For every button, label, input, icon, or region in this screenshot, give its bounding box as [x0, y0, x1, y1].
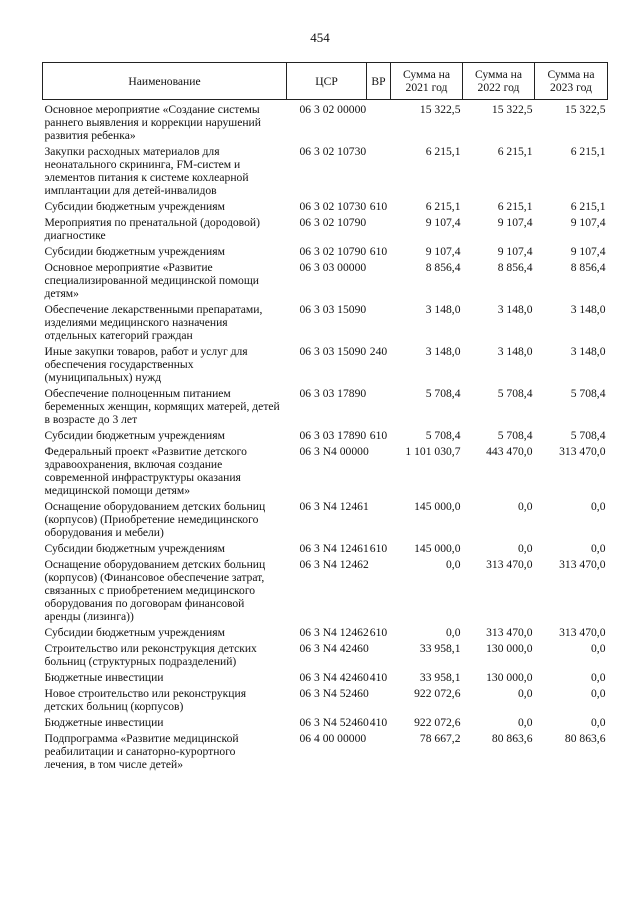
table-row	[43, 426, 608, 442]
table-row	[43, 713, 608, 729]
row-vr	[367, 384, 391, 426]
row-vr: 410	[369, 671, 388, 684]
row-sum-2022: 3 148,0	[497, 345, 533, 358]
row-vr: 610	[369, 245, 388, 258]
row-sum-2021: 922 072,6	[414, 687, 461, 700]
row-name: Новое строительство или реконструкция детских больниц (корпусов)	[44, 687, 247, 713]
row-vr	[367, 300, 391, 342]
table-row	[43, 197, 608, 213]
row-sum-2021: 145 000,0	[414, 542, 461, 555]
row-sum-2021: 33 958,1	[419, 642, 461, 655]
row-sum-2021: 9 107,4	[425, 216, 461, 229]
row-sum-2021: 3 148,0	[425, 303, 461, 316]
row-csr: 06 4 00 00000	[299, 732, 367, 745]
row-vr: 410	[369, 716, 388, 729]
row-name: Закупки расходных материалов для неонатального скрининга, FM-систем и элементов питания к системе кохлеарной имплантации для детей-инвалидов	[44, 145, 249, 197]
row-sum-2022: 313 470,0	[486, 558, 533, 571]
row-sum-2023: 313 470,0	[559, 445, 606, 458]
row-sum-2022: 15 322,5	[491, 103, 533, 116]
row-sum-2021: 78 667,2	[419, 732, 461, 745]
row-sum-2022: 80 863,6	[491, 732, 533, 745]
row-name: Оснащение оборудованием детских больниц (корпусов) (Финансовое обеспечение затрат, связанных с приобретением медицинского оборудования по договорам финансовой аренды (лизинга))	[44, 558, 266, 623]
row-vr	[367, 684, 391, 713]
row-sum-2022: 130 000,0	[486, 642, 533, 655]
row-sum-2021: 5 708,4	[425, 429, 461, 442]
row-name: Бюджетные инвестиции	[44, 671, 164, 684]
header-name: Наименование	[43, 63, 287, 100]
row-name: Обеспечение полноценным питанием беременных женщин, кормящих матерей, детей в возрасте до 3 лет	[44, 387, 280, 426]
row-name: Субсидии бюджетным учреждениям	[44, 245, 225, 258]
row-vr: 240	[369, 345, 388, 358]
header-sum-2021: Сумма на 2021 год	[391, 63, 463, 100]
row-name: Субсидии бюджетным учреждениям	[44, 429, 225, 442]
row-name: Основное мероприятие «Создание системы раннего выявления и коррекции нарушений развития ребенка»	[44, 103, 261, 142]
row-sum-2021: 9 107,4	[425, 245, 461, 258]
row-sum-2021: 6 215,1	[425, 145, 461, 158]
row-sum-2021: 1 101 030,7	[405, 445, 461, 458]
row-sum-2023: 3 148,0	[570, 345, 606, 358]
row-vr	[367, 442, 391, 497]
table-row	[43, 555, 608, 623]
row-sum-2022: 8 856,4	[497, 261, 533, 274]
row-name: Субсидии бюджетным учреждениям	[44, 542, 225, 555]
row-csr: 06 3 02 10790	[299, 245, 367, 258]
row-csr: 06 3 N4 52460	[299, 716, 369, 729]
row-vr	[367, 497, 391, 539]
row-vr	[367, 258, 391, 300]
row-sum-2022: 6 215,1	[497, 200, 533, 213]
row-sum-2022: 0,0	[518, 716, 533, 729]
row-sum-2022: 0,0	[518, 542, 533, 555]
row-sum-2022: 3 148,0	[497, 303, 533, 316]
row-csr: 06 3 03 15090	[299, 303, 367, 316]
row-csr: 06 3 03 17890	[299, 429, 367, 442]
row-sum-2023: 5 708,4	[570, 429, 606, 442]
row-sum-2023: 0,0	[591, 500, 606, 513]
row-name: Мероприятия по пренатальной (дородовой) диагностике	[44, 216, 260, 242]
table-header-row	[43, 63, 608, 100]
row-name: Федеральный проект «Развитие детского здравоохранения, включая создание современной инфраструктуры оказания медицинской помощи детям»	[44, 445, 247, 497]
table-row	[43, 497, 608, 539]
row-vr: 610	[369, 626, 388, 639]
row-sum-2023: 313 470,0	[559, 626, 606, 639]
row-vr: 610	[369, 200, 388, 213]
table-row	[43, 100, 608, 143]
table-row	[43, 258, 608, 300]
table-row	[43, 684, 608, 713]
row-csr: 06 3 N4 12461	[299, 542, 369, 555]
table-row	[43, 242, 608, 258]
row-csr: 06 3 N4 12461	[299, 500, 369, 513]
table-row	[43, 142, 608, 197]
row-csr: 06 3 02 10730	[299, 145, 367, 158]
row-csr: 06 3 N4 12462	[299, 558, 369, 571]
table-row	[43, 639, 608, 668]
row-sum-2023: 80 863,6	[564, 732, 606, 745]
row-sum-2023: 6 215,1	[570, 200, 606, 213]
row-sum-2021: 8 856,4	[425, 261, 461, 274]
table-row	[43, 442, 608, 497]
row-sum-2021: 0,0	[446, 626, 461, 639]
row-csr: 06 3 03 17890	[299, 387, 367, 400]
row-sum-2022: 5 708,4	[497, 429, 533, 442]
row-sum-2022: 443 470,0	[486, 445, 533, 458]
row-name: Основное мероприятие «Развитие специализированной медицинской помощи детям»	[44, 261, 259, 300]
row-csr: 06 3 N4 52460	[299, 687, 369, 700]
row-csr: 06 3 02 10730	[299, 200, 367, 213]
table-row	[43, 539, 608, 555]
row-sum-2022: 6 215,1	[497, 145, 533, 158]
row-sum-2023: 9 107,4	[570, 216, 606, 229]
table-row	[43, 342, 608, 384]
header-vr: ВР	[367, 63, 391, 100]
table-row	[43, 384, 608, 426]
row-sum-2023: 313 470,0	[559, 558, 606, 571]
row-name: Бюджетные инвестиции	[44, 716, 164, 729]
row-sum-2023: 15 322,5	[564, 103, 606, 116]
row-vr: 610	[369, 429, 388, 442]
row-sum-2021: 33 958,1	[419, 671, 461, 684]
row-sum-2022: 313 470,0	[486, 626, 533, 639]
row-sum-2023: 8 856,4	[570, 261, 606, 274]
row-sum-2023: 6 215,1	[570, 145, 606, 158]
row-csr: 06 3 03 15090	[299, 345, 367, 358]
table-row	[43, 213, 608, 242]
row-name: Субсидии бюджетным учреждениям	[44, 626, 225, 639]
row-name: Оснащение оборудованием детских больниц (корпусов) (Приобретение немедицинского оборудования и мебели)	[44, 500, 266, 539]
row-name: Подпрограмма «Развитие медицинской реабилитации и санаторно-курортного лечения, в том числе детей»	[44, 732, 239, 771]
table-row	[43, 668, 608, 684]
row-sum-2022: 0,0	[518, 687, 533, 700]
row-name: Строительство или реконструкция детских больниц (структурных подразделений)	[44, 642, 257, 668]
row-name: Обеспечение лекарственными препаратами, изделиями медицинского назначения отдельных категорий граждан	[44, 303, 263, 342]
budget-table	[42, 62, 608, 771]
header-sum-2022: Сумма на 2022 год	[463, 63, 535, 100]
row-csr: 06 3 N4 42460	[299, 642, 369, 655]
row-sum-2023: 0,0	[591, 671, 606, 684]
row-name: Иные закупки товаров, работ и услуг для обеспечения государственных (муниципальных) нужд	[44, 345, 248, 384]
row-vr	[367, 729, 391, 771]
row-sum-2023: 0,0	[591, 687, 606, 700]
row-vr	[367, 213, 391, 242]
header-sum-2023: Сумма на 2023 год	[535, 63, 608, 100]
table-row	[43, 729, 608, 771]
table-row	[43, 300, 608, 342]
row-csr: 06 3 02 00000	[299, 103, 367, 116]
row-sum-2023: 3 148,0	[570, 303, 606, 316]
row-sum-2023: 5 708,4	[570, 387, 606, 400]
row-sum-2021: 6 215,1	[425, 200, 461, 213]
row-sum-2023: 0,0	[591, 716, 606, 729]
row-vr	[367, 555, 391, 623]
row-csr: 06 3 N4 00000	[299, 445, 369, 458]
row-sum-2021: 922 072,6	[414, 716, 461, 729]
row-sum-2022: 9 107,4	[497, 216, 533, 229]
page-number: 454	[310, 30, 330, 45]
table-row	[43, 623, 608, 639]
row-sum-2023: 9 107,4	[570, 245, 606, 258]
row-csr: 06 3 N4 42460	[299, 671, 369, 684]
row-vr	[367, 142, 391, 197]
row-vr: 610	[369, 542, 388, 555]
row-sum-2021: 3 148,0	[425, 345, 461, 358]
row-sum-2021: 145 000,0	[414, 500, 461, 513]
row-sum-2023: 0,0	[591, 642, 606, 655]
header-csr: ЦСР	[287, 63, 367, 100]
row-csr: 06 3 N4 12462	[299, 626, 369, 639]
row-name: Субсидии бюджетным учреждениям	[44, 200, 225, 213]
row-vr	[367, 639, 391, 668]
row-sum-2021: 5 708,4	[425, 387, 461, 400]
row-sum-2021: 0,0	[446, 558, 461, 571]
row-sum-2022: 130 000,0	[486, 671, 533, 684]
row-sum-2022: 0,0	[518, 500, 533, 513]
row-vr	[367, 100, 391, 143]
row-sum-2023: 0,0	[591, 542, 606, 555]
row-csr: 06 3 02 10790	[299, 216, 367, 229]
row-csr: 06 3 03 00000	[299, 261, 367, 274]
row-sum-2022: 9 107,4	[497, 245, 533, 258]
row-sum-2022: 5 708,4	[497, 387, 533, 400]
row-sum-2021: 15 322,5	[419, 103, 461, 116]
